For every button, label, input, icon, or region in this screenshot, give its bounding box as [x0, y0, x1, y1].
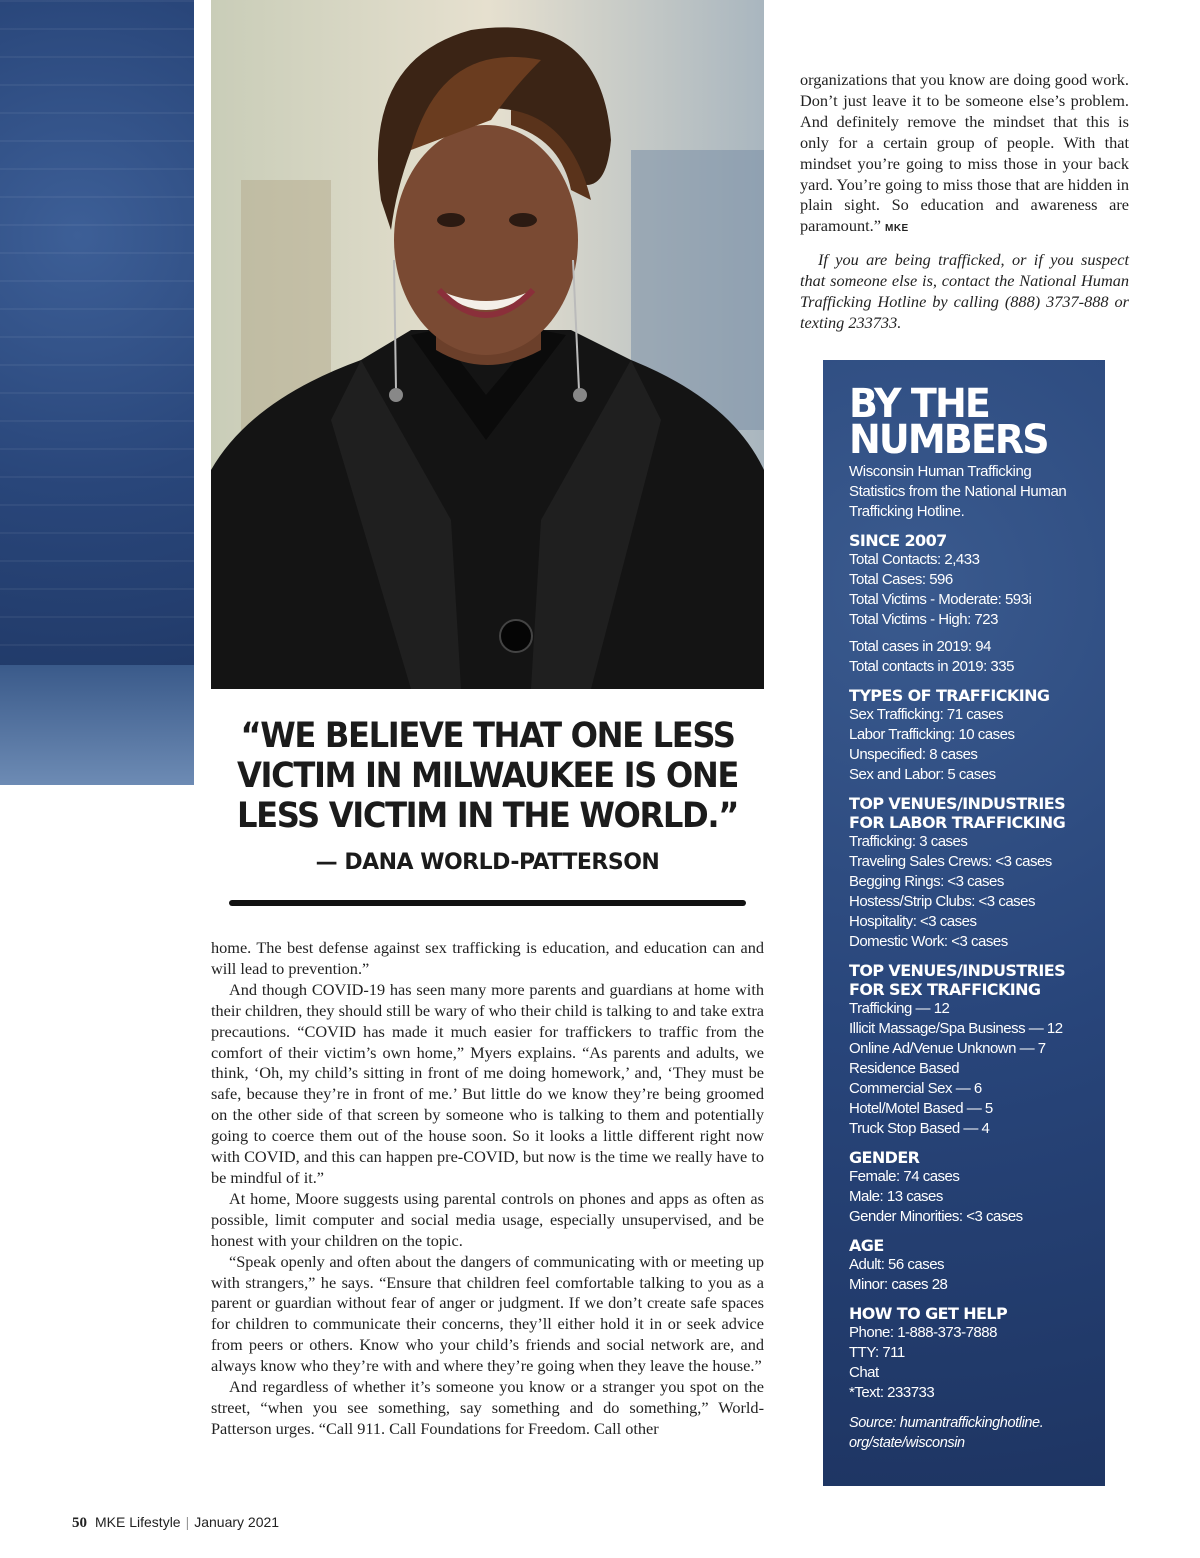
stat-line: Hospitality: <3 cases — [849, 913, 977, 930]
stat-line: Total Contacts: 2,433 — [849, 551, 980, 568]
divider-rule — [229, 900, 746, 906]
sidebar-source — [849, 1413, 1085, 1453]
footer-separator: | — [185, 1514, 190, 1530]
stat-line: Male: 13 cases — [849, 1188, 943, 1205]
section-heading-types: TYPES OF TRAFFICKING — [849, 686, 1050, 705]
blue-wall-background — [0, 0, 194, 785]
article-column-left — [211, 938, 764, 1440]
section-heading-help: HOW TO GET HELP — [849, 1304, 1008, 1323]
pull-quote-attribution: — DANA WORLD-PATTERSON — [315, 850, 660, 875]
stat-line: Sex Trafficking: 71 cases — [849, 706, 1003, 723]
issue-date: January 2021 — [194, 1514, 280, 1530]
stat-line: Truck Stop Based — 4 — [849, 1120, 990, 1137]
article-paragraph: home. The best defense against sex trafficking is education, and education can and will lead to prevention.” — [211, 938, 764, 978]
stat-line: Total Cases: 596 — [849, 571, 953, 588]
stat-line: Hotel/Motel Based — 5 — [849, 1100, 993, 1117]
article-paragraph — [800, 70, 1129, 240]
heading-line: FOR LABOR TRAFFICKING — [849, 813, 1066, 832]
help-line: TTY: 711 — [849, 1344, 905, 1361]
stat-line: Traveling Sales Crews: <3 cases — [849, 853, 1052, 870]
portrait-photo — [211, 0, 764, 689]
source-line: Source: humantraffickinghotline. — [849, 1415, 1044, 1431]
stat-line: Domestic Work: <3 cases — [849, 933, 1008, 950]
article-paragraph: And though COVID-19 has seen many more parents and guardians at home with their children, they should still be wary of who their child is talking to and take extra precautions. “COVID has made it much easier for traffickers to traffic from the comfort of their victim’s own home,” Myers explains. “As parents and adults, we think, ‘Oh, my child’s sitting in front of me doing homework,’ and, ‘They must be safe, because they’re in front of me.’ But little do we know they’re being groomed on the other side of that screen by someone who is talking to them and potentially going to coerce them out of the house soon. So it looks a little different right now with COVID, and this can happen pre-COVID, but now is the time we really have to be mindful of it.” — [211, 979, 764, 1187]
stat-line: Commercial Sex — 6 — [849, 1080, 982, 1097]
heading-line: TOP VENUES/INDUSTRIES — [849, 961, 1065, 980]
stat-line: Total Victims - High: 723 — [849, 611, 998, 628]
article-column-right — [800, 70, 1129, 334]
stat-line: Online Ad/Venue Unknown — 7 — [849, 1040, 1046, 1057]
stat-line: Begging Rings: <3 cases — [849, 873, 1004, 890]
hotline-note: If you are being trafficked, or if you suspect that someone else is, contact the National Human Trafficking Hotline by calling (888) 3737-888 or texting 233733. — [800, 250, 1129, 332]
article-text: organizations that you know are doing good work. Don’t just leave it to be someone else’s problem. And definitely remove the mindset that this is only for a certain group of people. With that mindset you’re going to miss those in your back yard. You’re going to miss those that are hidden in plain sight. So education and awareness are paramount.” — [800, 70, 1129, 236]
sidebar-subtitle: Wisconsin Human Trafficking Statistics from the National Human Trafficking Hotline. — [849, 463, 1067, 520]
article-paragraph: At home, Moore suggests using parental controls on phones and apps as often as possible, limit computer and social media usage, especially unsupervised, and be honest with your children on the topic. — [211, 1188, 764, 1250]
section-heading-sex-venues — [849, 961, 1085, 999]
end-mark: MKE — [885, 223, 909, 235]
stat-line: Total contacts in 2019: 335 — [849, 658, 1014, 675]
stat-line: Total cases in 2019: 94 — [849, 638, 991, 655]
section-heading-since-2007: SINCE 2007 — [849, 531, 947, 550]
stat-line: Trafficking: 3 cases — [849, 833, 968, 850]
sidebar-title — [849, 381, 1073, 463]
stat-line: Adult: 56 cases — [849, 1256, 945, 1273]
help-line: *Text: 233733 — [849, 1384, 935, 1401]
stat-line: Minor: cases 28 — [849, 1276, 948, 1293]
portrait-illustration — [211, 0, 764, 689]
stat-line: Hostess/Strip Clubs: <3 cases — [849, 893, 1036, 910]
wall-floor — [0, 665, 194, 785]
by-the-numbers-sidebar — [823, 360, 1105, 1486]
help-line: Chat — [849, 1364, 879, 1381]
pull-quote — [233, 716, 742, 836]
pull-quote-line: “WE BELIEVE THAT ONE LESS — [240, 716, 735, 756]
stat-line: Residence Based — [849, 1060, 960, 1077]
stat-line: Gender Minorities: <3 cases — [849, 1208, 1023, 1225]
publication-name: MKE Lifestyle — [95, 1514, 181, 1530]
stat-line: Sex and Labor: 5 cases — [849, 766, 996, 783]
pull-quote-line: LESS VICTIM IN THE WORLD.” — [236, 796, 739, 836]
stat-line: Labor Trafficking: 10 cases — [849, 726, 1015, 743]
heading-line: FOR SEX TRAFFICKING — [849, 980, 1041, 999]
section-heading-labor-venues — [849, 794, 1085, 832]
section-heading-gender: GENDER — [849, 1148, 920, 1167]
stat-line: Illicit Massage/Spa Business — 12 — [849, 1020, 1063, 1037]
source-line: org/state/wisconsin — [849, 1435, 965, 1451]
sidebar-title-line: NUMBERS — [849, 417, 1048, 463]
stat-line: Unspecified: 8 cases — [849, 746, 978, 763]
page-number: 50 — [72, 1515, 87, 1531]
heading-line: TOP VENUES/INDUSTRIES — [849, 794, 1065, 813]
pull-quote-line: VICTIM IN MILWAUKEE IS ONE — [236, 756, 739, 796]
stat-line: Female: 74 cases — [849, 1168, 960, 1185]
article-paragraph: And regardless of whether it’s someone you know or a stranger you spot on the street, “when you see something, say something and do something,” World-Patterson urges. “Call 911. Call Foundations for Freedom. Call other — [211, 1377, 764, 1438]
sidebar-title-line: BY THE — [849, 381, 989, 427]
section-heading-age: AGE — [849, 1236, 884, 1255]
stat-line: Total Victims - Moderate: 593i — [849, 591, 1032, 608]
page-footer — [72, 1514, 279, 1532]
article-paragraph: “Speak openly and often about the dangers of communicating with or meeting up with strangers,” he says. “Ensure that children feel comfortable talking to you as a parent or guardian without fear of anger or judgment. If we don’t create safe spaces for children to communicate their concerns, they’ll either hold it in or seek advice from peers or others. Know who your child’s friends and social network are, and always know who they’re with and where they’re going when they leave the house.” — [211, 1251, 764, 1376]
help-line: Phone: 1-888-373-7888 — [849, 1324, 997, 1341]
stat-line: Trafficking — 12 — [849, 1000, 950, 1017]
